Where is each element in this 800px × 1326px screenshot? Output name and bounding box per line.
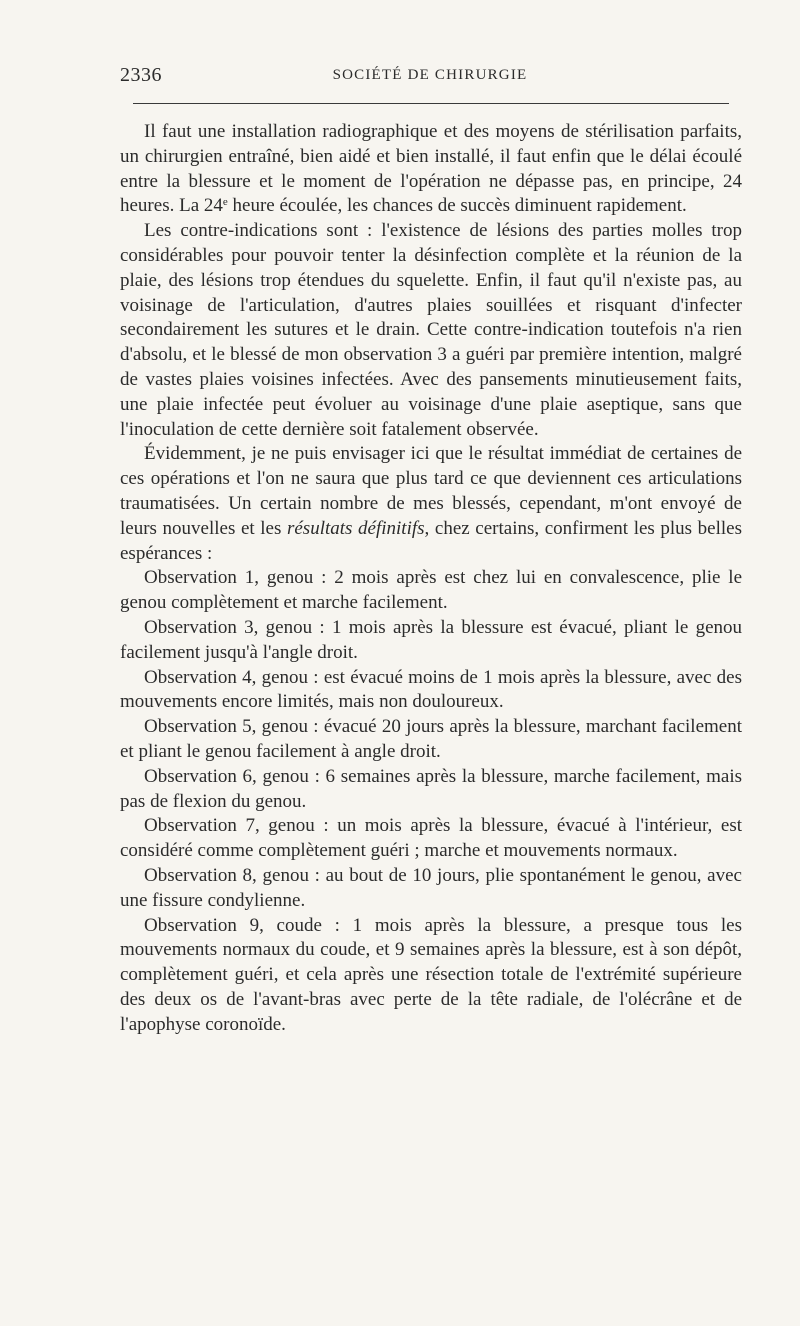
header-rule (133, 103, 729, 104)
page-number: 2336 (120, 64, 162, 86)
paragraph-requirements: Il faut une installation radiographique et des moyens de stérilisation parfaits, un chirurgien entraîné, bien aidé et bien installé, il faut enfin que le délai écoulé entre la blessure et le moment de l'opération ne dépasse pas, en principe, 24 heures. La 24e heure écoulée, les chances de succès diminuent rapidement. (120, 121, 742, 217)
page-header (120, 64, 740, 92)
paragraph-contraindications: Les contre-indications sont : l'existence de lésions des parties molles trop considérables pour pouvoir tenter la désinfection complète et la réunion de la plaie, des lésions trop étendues du squelette. Enfin, il faut qu'il n'existe pas, au voisinage de l'articulation, d'autres plaies souillées et risquant d'infecter secondairement les sutures et le drain. Cette contre-indication toutefois n'a rien d'absolu, et le blessé de mon observation 3 a guéri par première intention, malgré de vastes plaies voisines infectées. Avec des pansements minutieusement faits, une plaie infectée peut évoluer au voisinage d'une plaie aseptique, sans que l'inoculation de cette dernière soit fatalement observée. (120, 220, 742, 440)
observation-5: Observation 5, genou : évacué 20 jours après la blessure, marchant facilement et pliant le genou facilement à angle droit. (120, 716, 742, 762)
observation-1: Observation 1, genou : 2 mois après est chez lui en convalescence, plie le genou complètement et marche facilement. (120, 567, 742, 614)
observation-8: Observation 8, genou : au bout de 10 jours, plie spontanément le genou, avec une fissure condylienne. (120, 864, 742, 911)
superscript-e: e (222, 196, 228, 209)
body-text (120, 120, 742, 1037)
italic-phrase: résultats définitifs (286, 517, 425, 539)
observation-6: Observation 6, genou : 6 semaines après la blessure, marche facilement, mais pas de flexion du genou. (120, 765, 742, 812)
paragraph-results: Évidemment, je ne puis envisager ici que le résultat immédiat de certaines de ces opérations et l'on ne saura que plus tard ce que deviennent ces articulations traumatisées. Un certain nombre de mes blessés, cependant, m'ont envoyé de leurs nouvelles et les résultats définitifs, chez certains, confirment les plus belles espérances : (120, 443, 742, 564)
observation-4: Observation 4, genou : est évacué moins de 1 mois après la blessure, avec des mouvements encore limités, mais non douloureux. (120, 666, 742, 713)
observation-3: Observation 3, genou : 1 mois après la blessure est évacué, pliant le genou facilement jusqu'à l'angle droit. (120, 616, 742, 663)
running-title: SOCIÉTÉ DE CHIRURGIE (332, 67, 528, 83)
observation-7: Observation 7, genou : un mois après la blessure, évacué à l'intérieur, est considéré comme complètement guéri ; marche et mouvements normaux. (120, 815, 742, 862)
observation-9: Observation 9, coude : 1 mois après la blessure, a presque tous les mouvements normaux du coude, et 9 semaines après la blessure, est à son dépôt, complètement guéri, et cela après une résection totale de l'extrémité supérieure des deux os de l'avant-bras avec perte de la tête radiale, de l'olécrâne et de l'apophyse coronoïde. (120, 914, 742, 1035)
